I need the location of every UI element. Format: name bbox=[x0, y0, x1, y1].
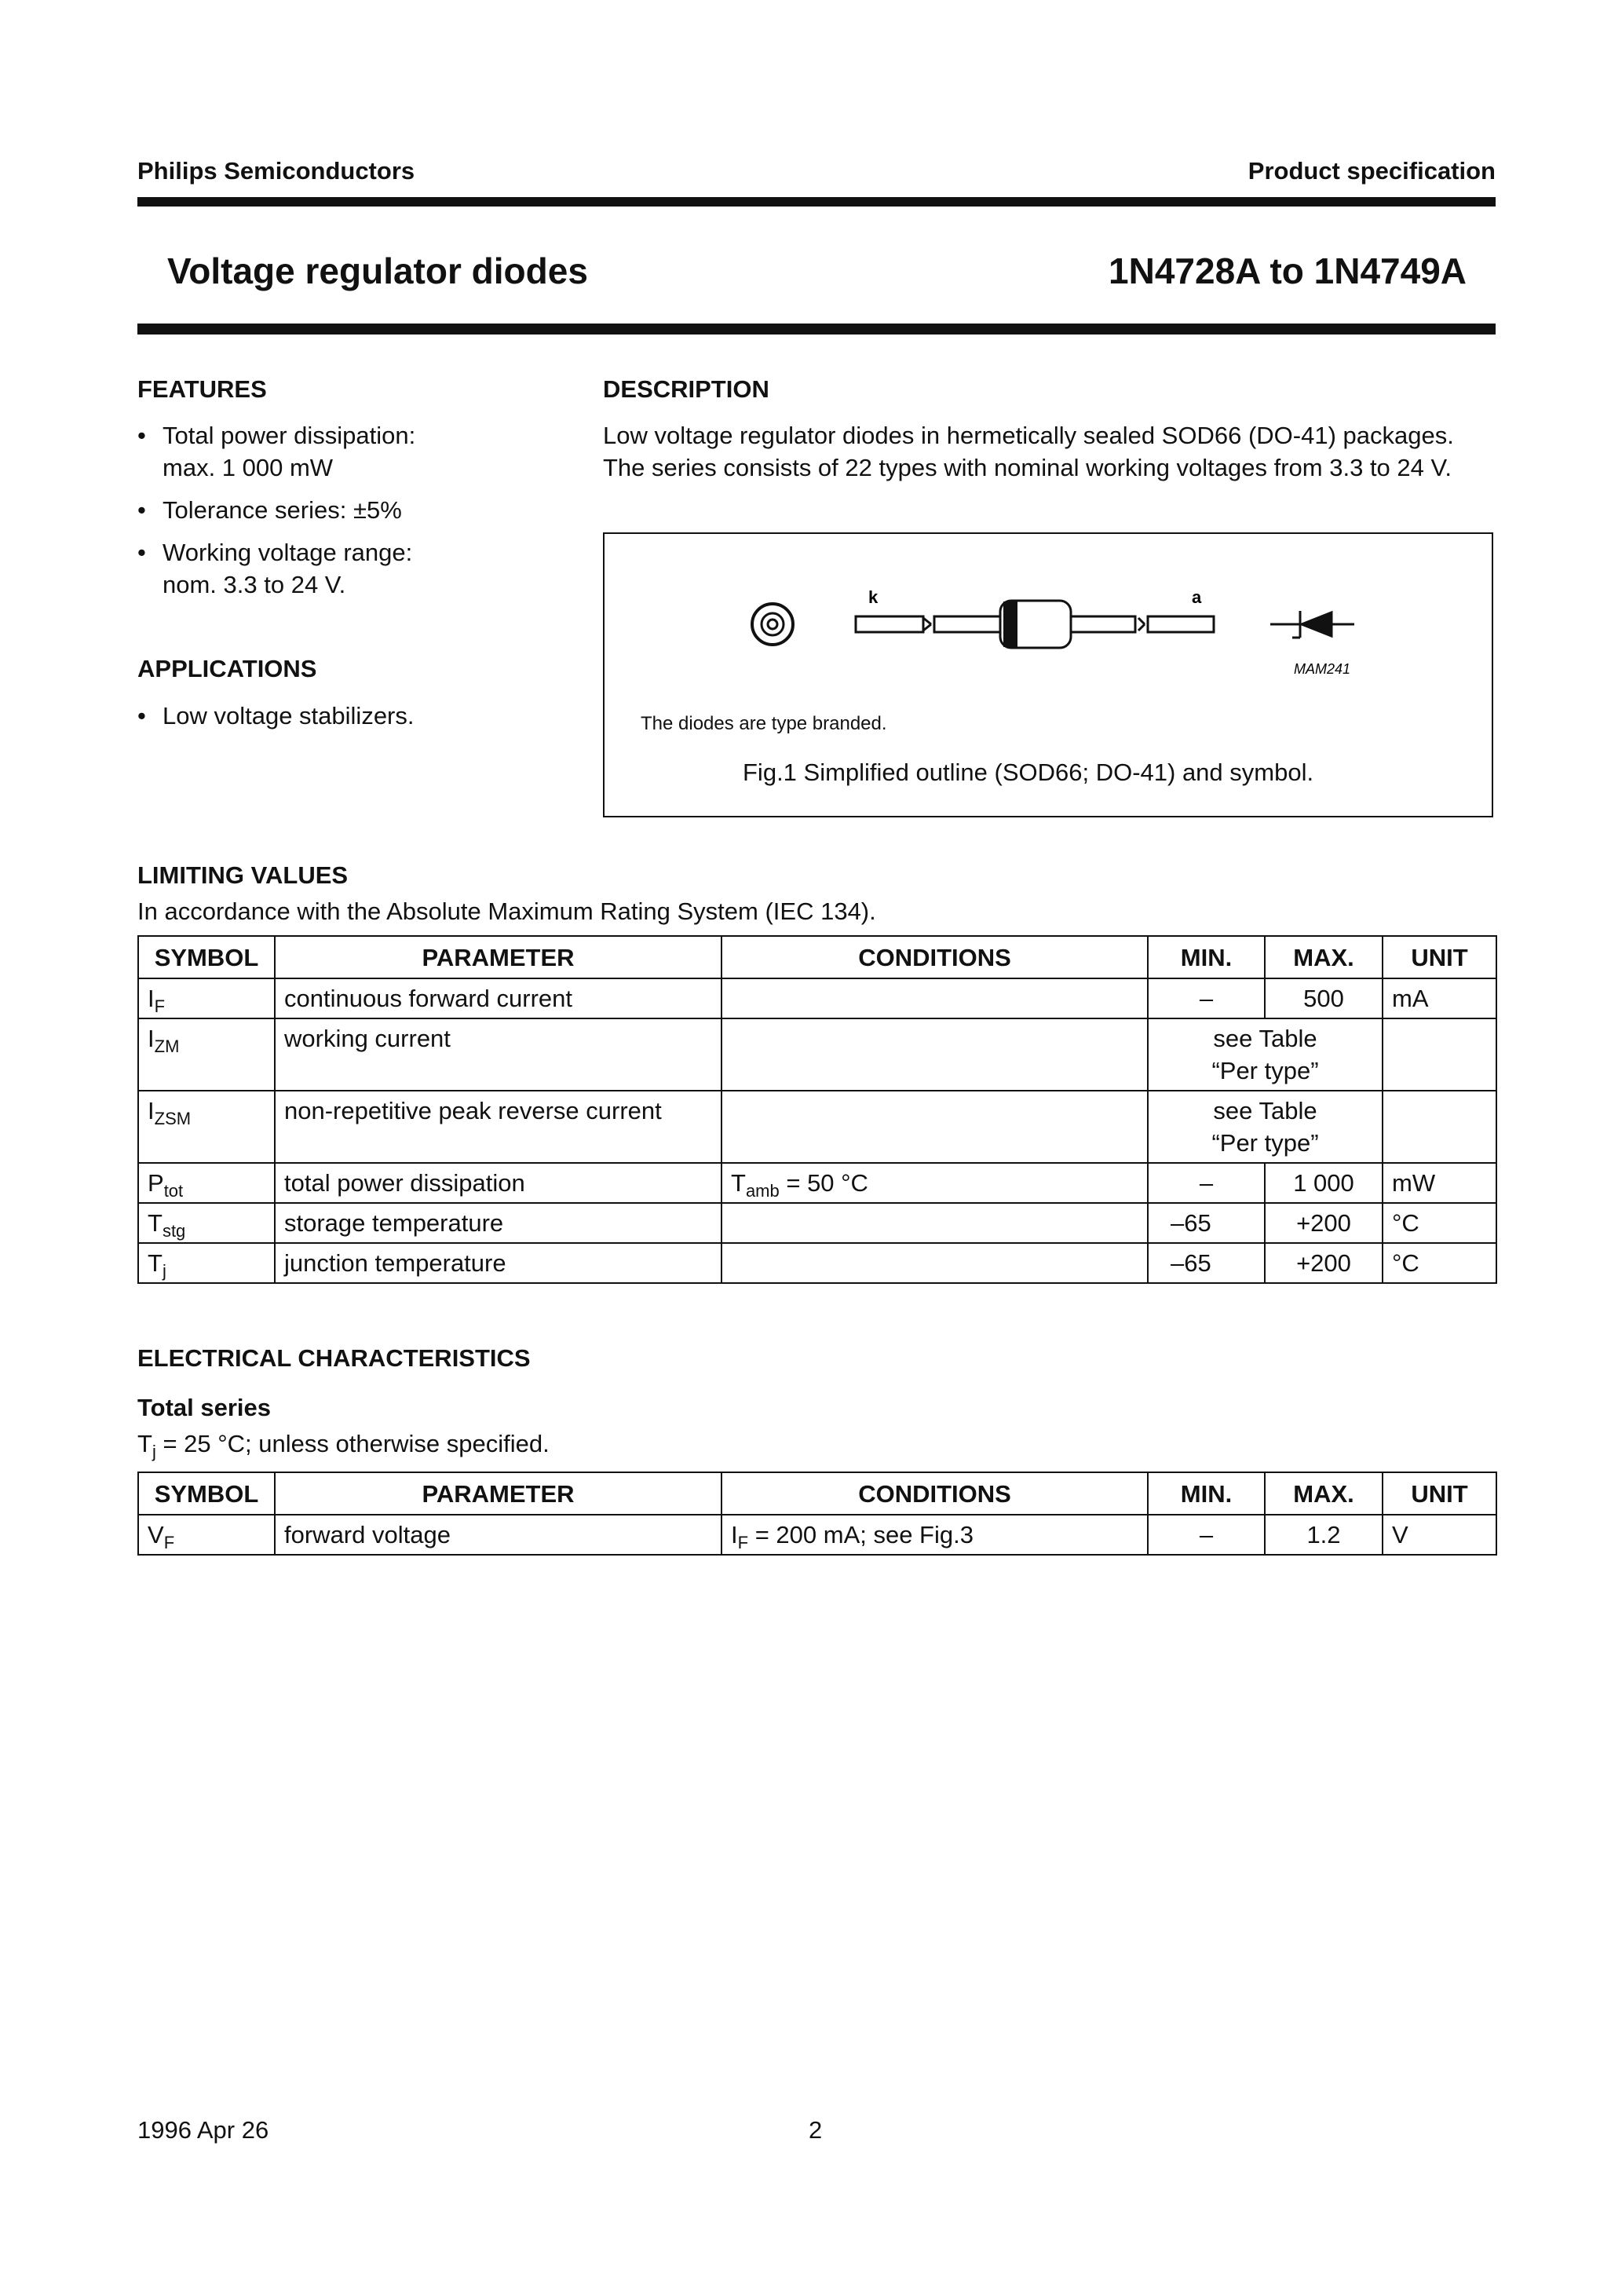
table-row bbox=[138, 1018, 1496, 1091]
electrical-subheading: Total series bbox=[137, 1394, 272, 1421]
min-cell: – bbox=[1148, 978, 1265, 1018]
anode-label: a bbox=[1192, 587, 1202, 607]
column-header: CONDITIONS bbox=[721, 936, 1148, 978]
symbol-cell: $I_{ZSM}$ bbox=[138, 1091, 275, 1163]
column-header: UNIT bbox=[1383, 936, 1496, 978]
list-item: • Low voltage stabilizers. bbox=[137, 700, 546, 732]
end-view bbox=[752, 604, 793, 645]
min-cell: –65 bbox=[1148, 1243, 1265, 1283]
conditions-cell: $I_F = 200$ mA; see Fig.3 bbox=[721, 1515, 1148, 1555]
unit-cell: V bbox=[1383, 1515, 1496, 1555]
figure-note: The diodes are type branded. bbox=[641, 713, 887, 734]
column-header: PARAMETER bbox=[275, 936, 721, 978]
parameter-cell: total power dissipation bbox=[275, 1163, 721, 1203]
limiting-values-table bbox=[137, 935, 1497, 1284]
part-range: 1N4728A to 1N4749A bbox=[1109, 250, 1467, 291]
parameter-cell: storage temperature bbox=[275, 1203, 721, 1243]
column-header: MAX. bbox=[1265, 936, 1383, 978]
column-header: MIN. bbox=[1148, 1472, 1265, 1515]
conditions-cell bbox=[721, 1203, 1148, 1243]
zener-symbol bbox=[1270, 611, 1354, 638]
applications-heading: APPLICATIONS bbox=[137, 655, 317, 682]
figure-code: MAM241 bbox=[1294, 661, 1351, 677]
column-header: MAX. bbox=[1265, 1472, 1383, 1515]
document-type: Product specification bbox=[1248, 157, 1496, 185]
conditions-cell bbox=[721, 1018, 1148, 1091]
cathode-label: k bbox=[868, 587, 879, 607]
table-row bbox=[138, 1163, 1496, 1203]
list-item: • Working voltage range: nom. 3.3 to 24 V. bbox=[137, 536, 546, 601]
electrical-characteristics-heading: ELECTRICAL CHARACTERISTICS bbox=[137, 1344, 531, 1372]
max-cell: +200 bbox=[1265, 1243, 1383, 1283]
header-rule bbox=[137, 197, 1496, 207]
parameter-cell: continuous forward current bbox=[275, 978, 721, 1018]
table-row bbox=[138, 1243, 1496, 1283]
list-item: • Total power dissipation: max. 1 000 mW bbox=[137, 419, 546, 484]
min-cell: – bbox=[1148, 1515, 1265, 1555]
parameter-cell: forward voltage bbox=[275, 1515, 721, 1555]
table-row bbox=[138, 1515, 1496, 1555]
diode-outline bbox=[856, 601, 1214, 648]
electrical-conditions: $T_j = 25$ °C; unless otherwise specified. bbox=[137, 1430, 550, 1461]
column-header: PARAMETER bbox=[275, 1472, 721, 1515]
page-title: Voltage regulator diodes bbox=[167, 250, 588, 291]
symbol-cell: $I_{ZM}$ bbox=[138, 1018, 275, 1091]
footer-date: 1996 Apr 26 bbox=[137, 2116, 269, 2144]
min-cell: – bbox=[1148, 1163, 1265, 1203]
electrical-characteristics-table bbox=[137, 1472, 1497, 1556]
parameter-cell: non-repetitive peak reverse current bbox=[275, 1091, 721, 1163]
conditions-cell bbox=[721, 1091, 1148, 1163]
company-name: Philips Semiconductors bbox=[137, 157, 415, 185]
parameter-cell: working current bbox=[275, 1018, 721, 1091]
unit-cell bbox=[1383, 1018, 1496, 1091]
column-header: UNIT bbox=[1383, 1472, 1496, 1515]
features-list bbox=[137, 419, 546, 611]
symbol-cell: $P_{tot}$ bbox=[138, 1163, 275, 1203]
applications-list bbox=[137, 700, 546, 742]
max-cell: 1 000 bbox=[1265, 1163, 1383, 1203]
symbol-cell: $T_j$ bbox=[138, 1243, 275, 1283]
limiting-values-heading: LIMITING VALUES bbox=[137, 861, 349, 889]
unit-cell: °C bbox=[1383, 1203, 1496, 1243]
limiting-values-intro: In accordance with the Absolute Maximum Rating System (IEC 134). bbox=[137, 898, 876, 925]
features-heading: FEATURES bbox=[137, 375, 267, 403]
see-table-cell: see Table “Per type” bbox=[1148, 1091, 1383, 1163]
page-number: 2 bbox=[809, 2116, 823, 2144]
table-header-row bbox=[138, 936, 1496, 978]
column-header: CONDITIONS bbox=[721, 1472, 1148, 1515]
unit-cell: mW bbox=[1383, 1163, 1496, 1203]
column-header: SYMBOL bbox=[138, 936, 275, 978]
parameter-cell: junction temperature bbox=[275, 1243, 721, 1283]
symbol-cell: $V_F$ bbox=[138, 1515, 275, 1555]
table-header-row bbox=[138, 1472, 1496, 1515]
max-cell: +200 bbox=[1265, 1203, 1383, 1243]
conditions-cell: $T_{amb} = 50$ °C bbox=[721, 1163, 1148, 1203]
conditions-cell bbox=[721, 1243, 1148, 1283]
see-table-cell: see Table “Per type” bbox=[1148, 1018, 1383, 1091]
table-row bbox=[138, 1203, 1496, 1243]
max-cell: 1.2 bbox=[1265, 1515, 1383, 1555]
unit-cell: mA bbox=[1383, 978, 1496, 1018]
column-header: SYMBOL bbox=[138, 1472, 275, 1515]
table-row bbox=[138, 1091, 1496, 1163]
description-text: Low voltage regulator diodes in hermetically sealed SOD66 (DO-41) packages. The series consists of 22 types with nominal working voltages from 3.3 to 24 V. bbox=[603, 422, 1454, 481]
unit-cell: °C bbox=[1383, 1243, 1496, 1283]
figure-caption: Fig.1 Simplified outline (SOD66; DO-41) and symbol. bbox=[743, 759, 1314, 786]
table-row bbox=[138, 978, 1496, 1018]
symbol-cell: $I_F$ bbox=[138, 978, 275, 1018]
list-item: • Tolerance series: ±5% bbox=[137, 494, 546, 526]
min-cell: –65 bbox=[1148, 1203, 1265, 1243]
figure-box bbox=[603, 532, 1493, 817]
title-rule bbox=[137, 324, 1496, 335]
conditions-cell bbox=[721, 978, 1148, 1018]
description-heading: DESCRIPTION bbox=[603, 375, 769, 403]
unit-cell bbox=[1383, 1091, 1496, 1163]
symbol-cell: $T_{stg}$ bbox=[138, 1203, 275, 1243]
max-cell: 500 bbox=[1265, 978, 1383, 1018]
column-header: MIN. bbox=[1148, 936, 1265, 978]
